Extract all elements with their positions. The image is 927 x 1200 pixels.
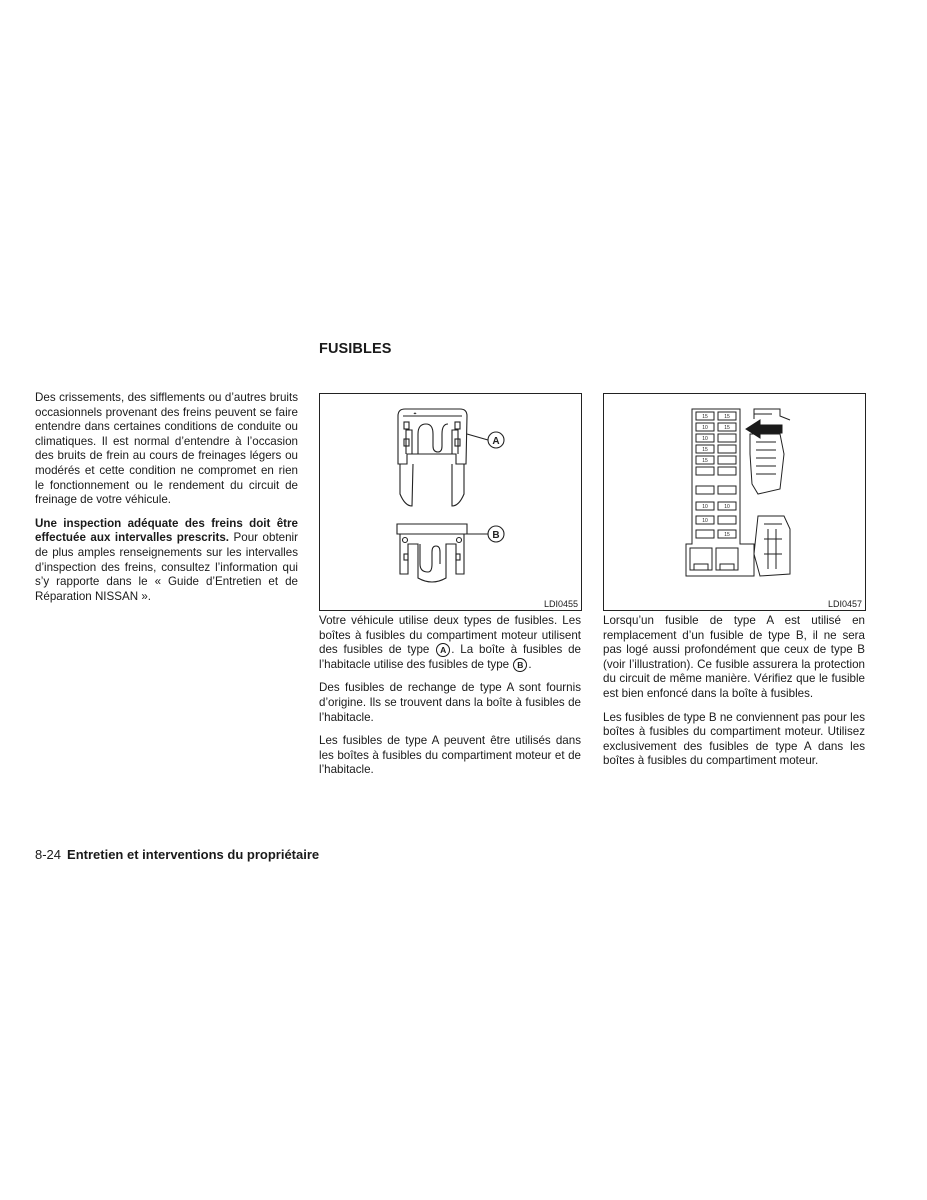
brake-inspection-paragraph — [35, 517, 298, 605]
callout-b-label: B — [492, 530, 500, 541]
fuse-types-figure — [319, 393, 582, 611]
svg-text:10: 10 — [702, 518, 708, 524]
fuse-types-paragraph — [319, 614, 581, 672]
svg-text:10: 10 — [702, 504, 708, 510]
brake-noise-paragraph: Des crissements, des sifflements ou d’autres bruits occasionnels provenant des freins peuvent se faire entendre dans certaines conditions de conduite ou climatiques. Il est normal d’entendre à l’occasion des bruits de frein au cours de freinages légers ou modérés et cette condition ne compromet en rien le fonctionnement ou le rendement du circuit de freinage de votre véhicule. — [35, 391, 298, 507]
fuse-types-text-3: . — [528, 657, 532, 671]
fuse-box-figure — [603, 393, 866, 611]
fuse-types-text-2: . La boîte à fusibles de l’habitacle utilise des fusibles de type — [319, 643, 581, 671]
svg-text:10: 10 — [702, 436, 708, 442]
svg-text:15: 15 — [724, 414, 730, 420]
fuse-types-text-1: Votre véhicule utilise deux types de fusibles. Les boîtes à fusibles du compartiment moteur utilisent des fusibles de type — [319, 614, 581, 657]
figure-code: LDI0455 — [543, 599, 578, 609]
type-a-marker: A — [436, 643, 450, 657]
left-column — [35, 391, 298, 613]
svg-text:15: 15 — [724, 425, 730, 431]
type-b-warning-paragraph: Les fusibles de type B ne conviennent pas pour les boîtes à fusibles du compartiment moteur. Utilisez exclusivement des fusibles de type A dans les boîtes à fusibles du compartiment moteur. — [603, 710, 865, 768]
middle-column — [319, 614, 581, 787]
brake-inspection-text: Pour obtenir de plus amples renseignements sur les intervalles d’inspection des freins, consultez l’information qui s’y rapporte dans le « Guide d’Entretien et de Réparation NISSAN ». — [35, 531, 298, 603]
svg-text:15: 15 — [702, 414, 708, 420]
fuse-box-illustration — [604, 394, 865, 610]
svg-text:15: 15 — [724, 532, 730, 538]
brake-inspection-bold: Une inspection adéquate des freins doit être effectuée aux intervalles prescrits. — [35, 516, 298, 545]
page-footer — [35, 847, 319, 862]
page-number: 8-24 — [35, 847, 62, 862]
svg-text:10: 10 — [702, 425, 708, 431]
figure-code: LDI0457 — [827, 599, 862, 609]
type-b-marker: B — [513, 658, 527, 672]
section-title: FUSIBLES — [319, 341, 392, 357]
svg-text:10: 10 — [724, 504, 730, 510]
type-a-usage-paragraph: Les fusibles de type A peuvent être utilisés dans les boîtes à fusibles du compartiment moteur et de l’habitacle. — [319, 734, 581, 777]
replacement-paragraph: Lorsqu’un fusible de type A est utilisé en remplacement d’un fusible de type B, il ne sera pas logé aussi profondément que ceux de type B (voir l’illustration). Ce fusible assurera la protection du circuit de même manière. Vérifiez que le fusible est bien enfoncé dans la boîte à fusibles. — [603, 614, 865, 700]
right-column — [603, 614, 865, 778]
svg-text:15: 15 — [702, 458, 708, 464]
fuse-types-illustration — [320, 394, 581, 610]
svg-text:15: 15 — [702, 447, 708, 453]
arrow-icon — [746, 420, 782, 438]
chapter-title: Entretien et interventions du propriétaire — [67, 847, 320, 862]
callout-a-label: A — [492, 436, 500, 447]
spare-fuses-paragraph: Des fusibles de rechange de type A sont fournis d’origine. Ils se trouvent dans la boîte à fusibles de l’habitacle. — [319, 681, 581, 724]
